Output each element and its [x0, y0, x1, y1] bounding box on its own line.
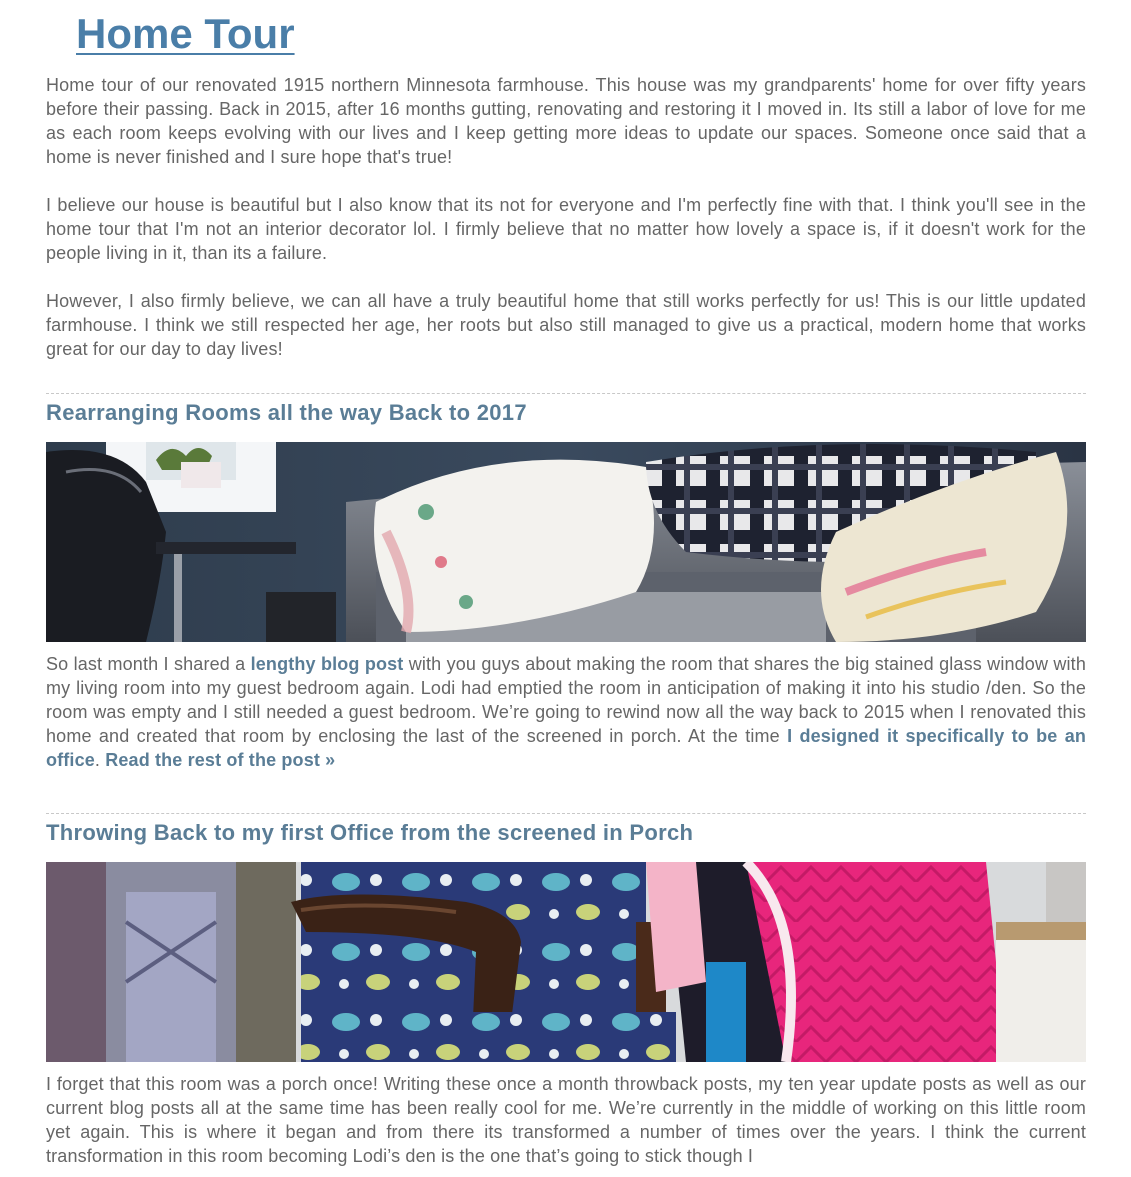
- excerpt-text: .: [94, 750, 106, 770]
- post-excerpt: [46, 652, 1086, 772]
- excerpt-text: with you guys about making the room that shares the big stained glass window with my living room into my guest bedroom again. Lodi had emptied the room in anticipation of making it into his studio /den. So the room was empty and I still needed a guest bedroom. We’re going to rewind now all the way back to 2015 when I renovated this home and created that room by enclosing the last of the screened in porch. At the time: [46, 654, 1086, 746]
- content: [46, 73, 1086, 1168]
- lengthy-blog-post-link[interactable]: lengthy blog post: [250, 654, 404, 674]
- excerpt-text: So last month I shared a: [46, 654, 251, 674]
- post-title[interactable]: Throwing Back to my first Office from the screened in Porch: [46, 820, 694, 845]
- post-title[interactable]: Rearranging Rooms all the way Back to 2017: [46, 400, 527, 425]
- intro-paragraph-2: I believe our house is beautiful but I also know that its not for everyone and I'm perfectly fine with that. I think you'll see in the home tour that I'm not an interior decorator lol. I firmly believe that no matter how lovely a space is, if it doesn't work for the people living in it, than its a failure.: [46, 195, 1086, 263]
- post-rearranging-rooms: [46, 393, 1086, 772]
- read-more-link[interactable]: Read the rest of the post »: [105, 750, 336, 770]
- intro-paragraph-3: However, I also firmly believe, we can all have a truly beautiful home that still works perfectly for us! This is our little updated farmhouse. I think we still respected her age, her roots but also still managed to give us a practical, modern home that works great for our day to day lives!: [46, 291, 1086, 359]
- intro-paragraph-1: Home tour of our renovated 1915 northern Minnesota farmhouse. This house was my grandparents' home for over fifty years before their passing. Back in 2015, after 16 months gutting, renovating and restoring it I moved in. Its still a labor of love for me as each room keeps evolving with our lives and I keep getting more ideas to update our spaces. Someone once said that a home is never finished and I sure hope that's true!: [46, 75, 1086, 167]
- post-excerpt: I forget that this room was a porch once! Writing these once a month throwback posts, my ten year update posts as well as our current blog posts all at the same time has been really cool for me. We’re currently in the middle of working on this little room yet again. This is where it began and from there its transformed a number of times over the years. I think the current transformation in this room becoming Lodi’s den is the one that’s going to stick though I: [46, 1074, 1086, 1166]
- post-throwback-office: [46, 813, 1086, 1168]
- designed-office-link[interactable]: I designed it specifically to be an office: [46, 726, 1086, 770]
- post-image-chair[interactable]: [46, 862, 1086, 1062]
- post-image-bedroom[interactable]: [46, 442, 1086, 642]
- chair-photo: [46, 862, 1086, 1062]
- bedroom-photo: [46, 442, 1086, 642]
- page-title[interactable]: Home Tour: [76, 10, 295, 57]
- intro: [46, 73, 1086, 361]
